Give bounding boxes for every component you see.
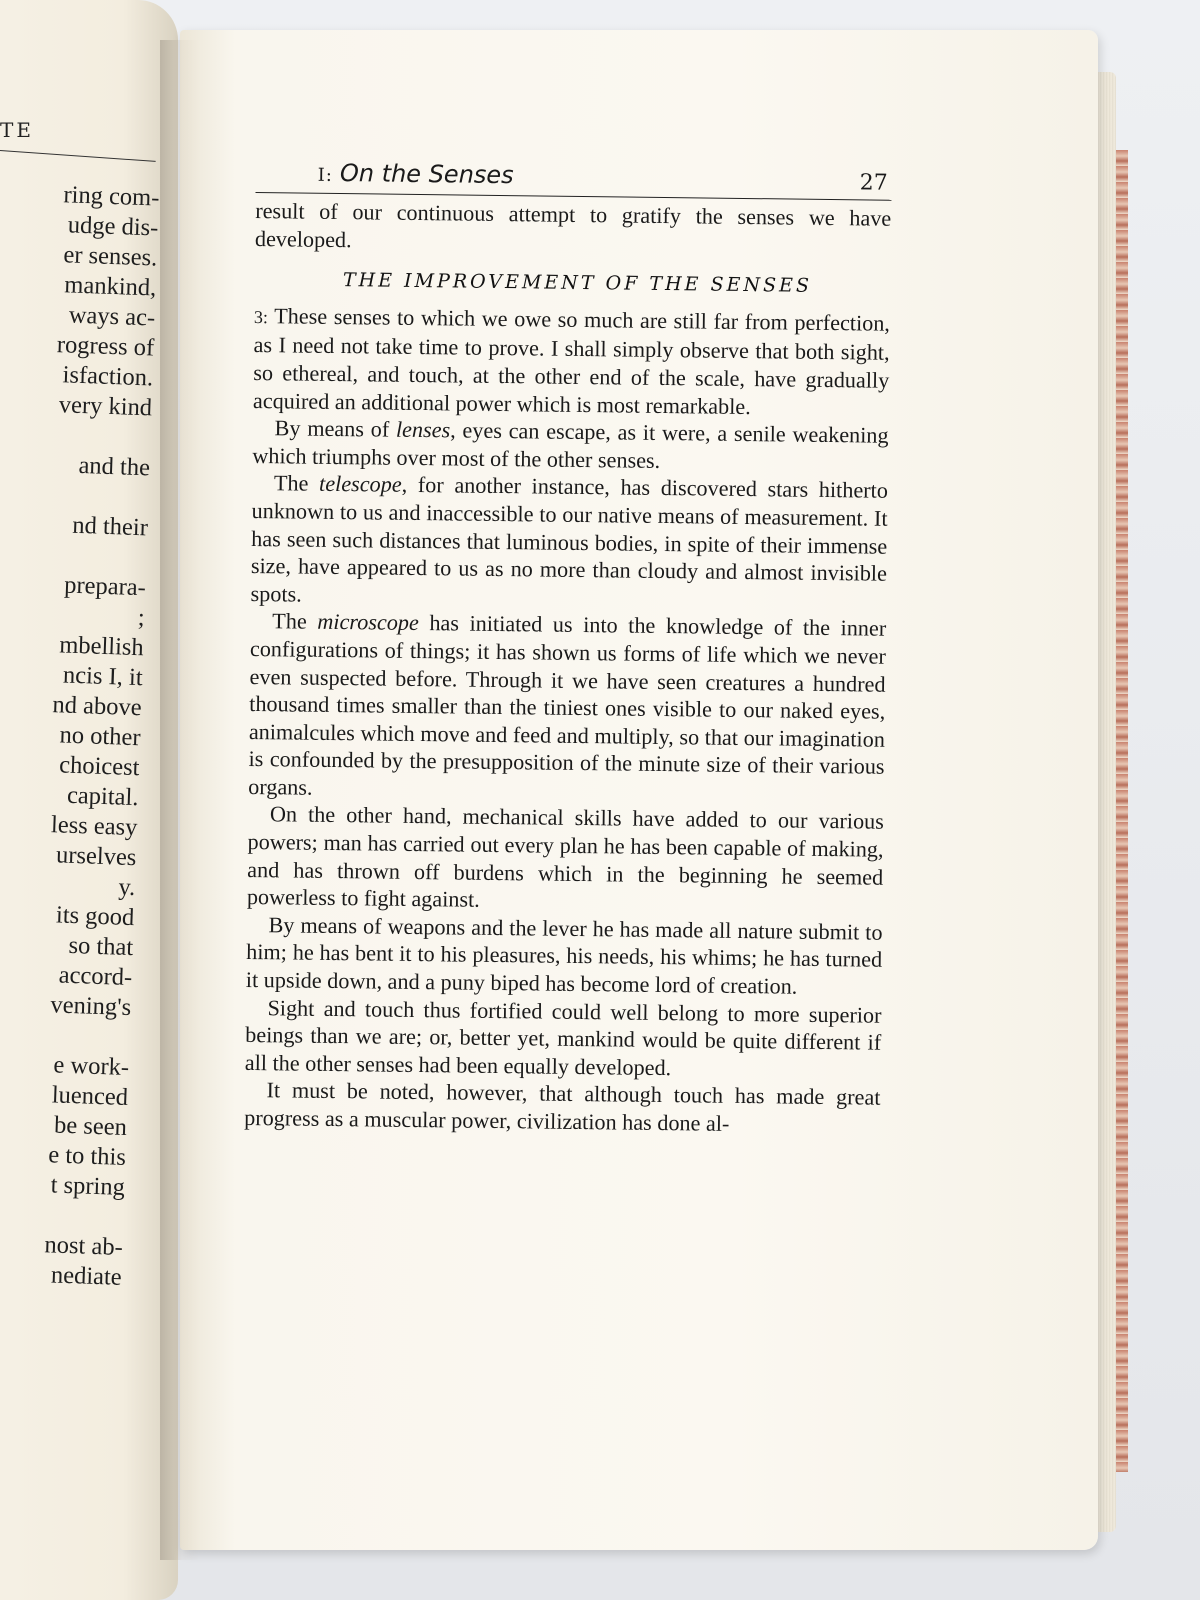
section-number: 3: [253,306,269,327]
left-page-line: er senses. [62,241,158,272]
left-page-line: mankind, [63,271,157,302]
left-page-line: udge dis- [67,211,159,242]
left-page [0,0,178,1600]
left-page-line: t spring [50,1171,126,1201]
left-page-line: y. [118,873,136,902]
left-page-line: rogress of [56,331,155,362]
section-heading: THE IMPROVEMENT OF THE SENSES [342,269,813,297]
left-page-line: very kind [58,391,153,422]
chapter-title: On the Senses [339,159,514,190]
left-page-line [0,1017,131,1053]
left-page-line: urselves [55,841,137,872]
term-lenses: lenses [395,416,451,443]
paragraph-1 [253,302,890,422]
left-header-rule [0,150,156,162]
left-page-line: be seen [53,1111,128,1142]
term-telescope: telescope [318,471,402,498]
paragraph-2 [252,414,889,477]
paragraph-8: It must be noted, however, that although touch has made great progress as a muscular power, civilization has done al- [244,1077,881,1136]
book-gutter-shadow [160,40,200,1560]
paragraph-4-lead: The [272,608,318,635]
paragraph-2-lead: By means of [274,415,397,442]
paragraph-4-text: has initiated us into the knowledge of the inner configurations of things; it has shown us forms of life which we never even suspected before. Through it we have seen creatures a hundred thousand times smaller than the tiniest ones visible to our naked eyes, animalcules which move and feed and multiply, so that our imagination is confounded by the presupposition of the minute size of their various organs. [248,610,887,800]
left-page-line: nediate [50,1261,123,1291]
left-page-line: prepara- [63,571,147,602]
running-head [255,152,891,201]
left-page-line: ; [137,604,146,632]
chapter-heading [318,159,514,189]
left-page-line: nd above [52,691,143,722]
left-page-line: isfaction. [62,361,154,392]
left-page-line: accord- [58,961,133,992]
left-page-line: choicest [58,751,140,782]
term-microscope: microscope [317,609,419,636]
left-page-line: its good [55,901,135,932]
paragraph-6: By means of weapons and the lever he has made all nature submit to him; he has bent it to his pleasures, his needs, his whims; he has turned it upside down, and a puny biped has become lord of creation. [245,912,883,999]
left-page-line: vening's [50,991,132,1022]
left-page-line: ring com- [63,181,160,212]
left-page-line: no other [59,721,142,752]
opening-paragraph: result of our continuous attempt to gratify the senses we have developed. [254,197,892,252]
left-page-line: e to this [47,1141,127,1171]
left-page-line [0,538,147,574]
left-page-text [0,178,160,1293]
left-page-line: capital. [66,781,139,812]
paragraph-2-text: , eyes can escape, as it were, a senile weakening which triumphs over most of the other senses. [252,417,889,473]
left-page-line: and the [78,451,151,482]
left-page-line: mbellish [58,631,145,662]
left-page-line [0,1197,124,1233]
left-page-line: so that [68,931,134,962]
left-page-line: less easy [50,811,138,842]
left-page-line: e work- [53,1051,130,1082]
page-number: 27 [859,170,888,196]
left-page-line: nd their [71,511,149,542]
paragraph-3-text: , for another instance, has discovered stars hitherto unknown to us and inaccessible to our native means of measurement. It has seen such distances that luminous bodies, in spite of their immense size, have appeared to us as no more than cloudy and almost invisible spots. [250,472,889,607]
paragraph-5: On the other hand, mechanical skills have added to our various powers; man has carried out every plan he has been capable of making, and has thrown off burdens which in the beginning he seemed powerless to fight against. [246,801,885,913]
left-page-line: nost ab- [44,1231,124,1261]
page-content [244,152,892,1139]
left-page-line: luenced [51,1081,129,1112]
paragraph-1-text: These senses to which we owe so much are still far from perfection, as I need not take time to prove. I shall simply observe that both sight, so ethereal, and touch, at the other end of the scale, have gradually acquired an additional power which is most remarkable. [252,303,891,419]
right-page [180,30,1098,1550]
left-page-line: ncis I, it [62,661,144,692]
paragraph-3-lead: The [273,470,320,497]
paragraph-7: Sight and touch thus fortified could well belong to more superior beings than we are; or, better yet, mankind would be quite different if all the other senses had been equally developed. [244,994,882,1080]
paragraph-3 [250,469,888,615]
left-page-line: ways ac- [68,301,156,332]
body-text [244,197,891,1139]
left-running-head: TE [0,118,34,142]
chapter-number: I: [317,164,334,186]
paragraph-4 [248,607,886,808]
